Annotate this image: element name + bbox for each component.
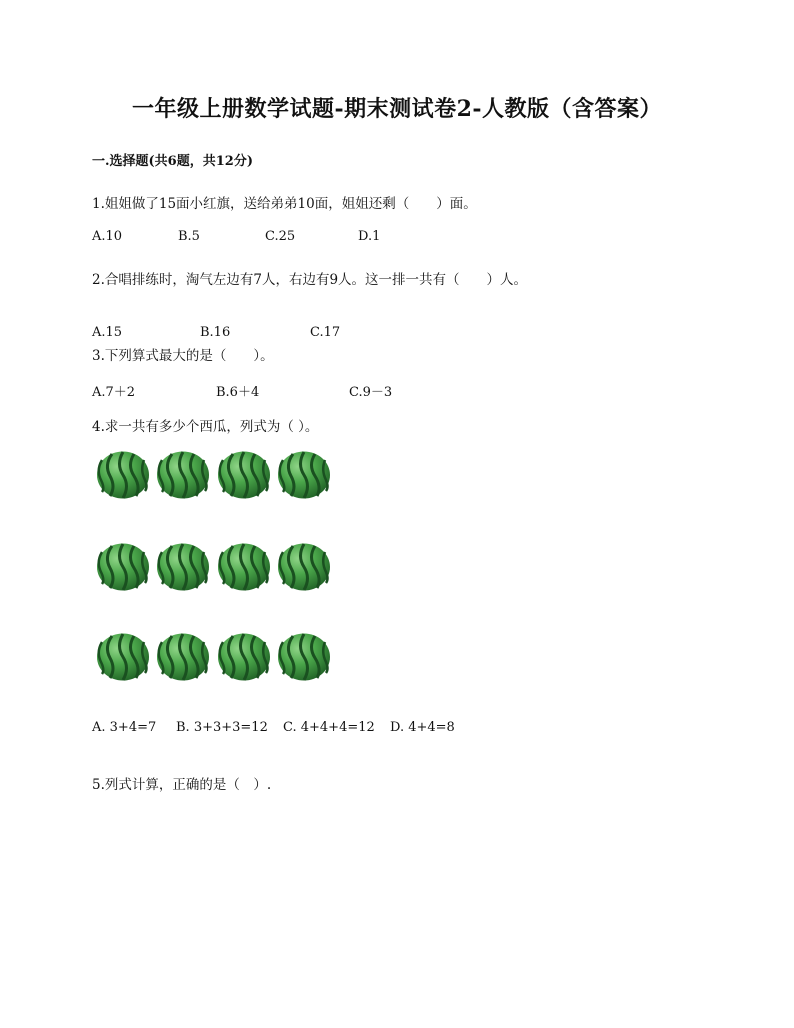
question-3-stem: 3.下列算式最大的是（ ）。 [92, 348, 274, 364]
watermelon-icon [96, 450, 150, 500]
watermelon-icon [156, 542, 210, 592]
question-3-option-b: B.6＋4 [216, 385, 260, 400]
question-2-option-b: B.16 [200, 325, 231, 340]
section-heading: 一.选择题(共6题，共12分) [92, 154, 253, 169]
question-1-option-d: D.1 [358, 229, 381, 244]
page-title: 一年级上册数学试题-期末测试卷2-人教版（含答案） [131, 96, 663, 122]
watermelon-grid [96, 450, 346, 690]
question-5-stem: 5.列式计算，正确的是（ ）. [92, 777, 272, 793]
watermelon-icon [217, 542, 271, 592]
watermelon-icon [277, 542, 331, 592]
watermelon-icon [156, 450, 210, 500]
question-1-stem: 1.姐姐做了15面小红旗，送给弟弟10面，姐姐还剩（ ）面。 [92, 196, 477, 212]
question-2-stem: 2.合唱排练时，淘气左边有7人，右边有9人。这一排一共有（ ）人。 [92, 272, 528, 288]
question-3-option-a: A.7＋2 [92, 385, 136, 400]
watermelon-icon [277, 632, 331, 682]
question-1-option-c: C.25 [265, 229, 296, 244]
watermelon-icon [96, 542, 150, 592]
question-2-option-c: C.17 [310, 325, 341, 340]
question-1-option-a: A.10 [92, 229, 123, 244]
watermelon-icon [277, 450, 331, 500]
question-4-option-d: D. 4+4=8 [390, 720, 455, 735]
question-3-option-c: C.9－3 [349, 385, 393, 400]
watermelon-icon [217, 450, 271, 500]
question-4-option-a: A. 3+4=7 [92, 720, 157, 735]
question-4-option-c: C. 4+4+4=12 [283, 720, 375, 735]
question-4-stem: 4.求一共有多少个西瓜，列式为（ ）。 [92, 419, 319, 435]
question-2-option-a: A.15 [92, 325, 123, 340]
watermelon-icon [156, 632, 210, 682]
watermelon-icon [217, 632, 271, 682]
question-1-option-b: B.5 [178, 229, 200, 244]
question-4-option-b: B. 3+3+3=12 [176, 720, 268, 735]
watermelon-icon [96, 632, 150, 682]
